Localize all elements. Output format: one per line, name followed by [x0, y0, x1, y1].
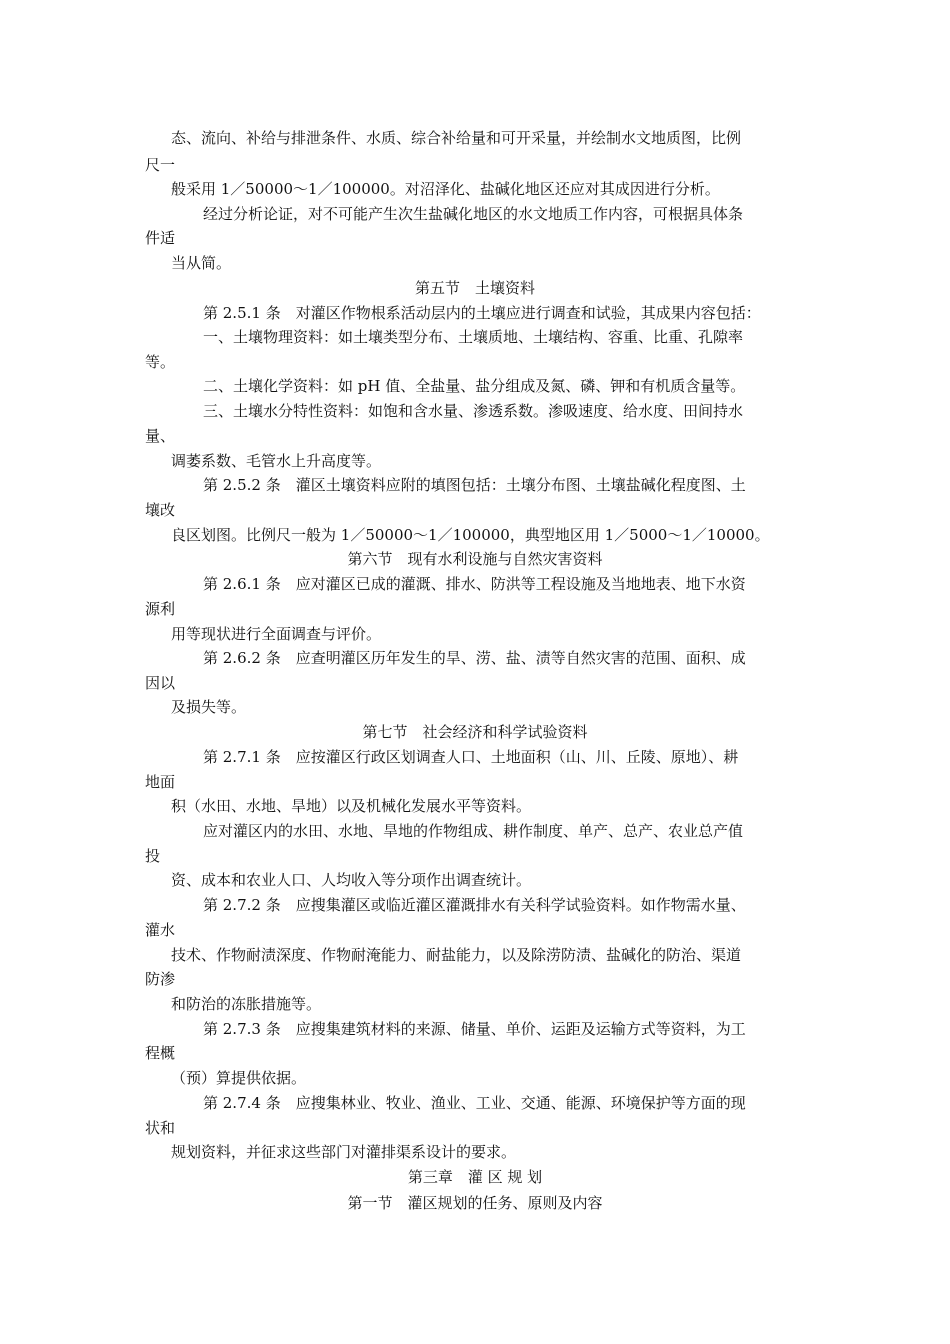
text-line: 地面	[145, 773, 176, 791]
text-line: 良区划图。比例尺一般为 1／50000～1／100000，典型地区用 1／5000～1／10000。	[171, 526, 770, 544]
text-line: 等。	[145, 353, 176, 371]
text-line: 三、土壤水分特性资料：如饱和含水量、渗透系数。渗吸速度、给水度、田间持水	[203, 402, 744, 420]
text-line: 二、土壤化学资料：如 pH 值、全盐量、盐分组成及氮、磷、钾和有机质含量等。	[203, 377, 746, 395]
section-heading: 第一节 灌区规划的任务、原则及内容	[347, 1194, 603, 1212]
section-heading: 第七节 社会经济和科学试验资料	[362, 723, 588, 741]
text-line: 尺一	[145, 156, 176, 174]
text-line: 壤改	[145, 501, 176, 519]
text-line: 第 2.5.2 条 灌区土壤资料应附的填图包括：土壤分布图、土壤盐碱化程度图、土	[203, 476, 746, 494]
text-line: 应对灌区内的水田、水地、旱地的作物组成、耕作制度、单产、总产、农业总产值	[203, 822, 744, 840]
text-line: 态、流向、补给与排泄条件、水质、综合补给量和可开采量，并绘制水文地质图，比例	[171, 129, 742, 147]
text-line: 程概	[145, 1044, 176, 1062]
text-line: 第 2.5.1 条 对灌区作物根系活动层内的土壤应进行调查和试验，其成果内容包括：	[203, 304, 761, 322]
section-heading: 第五节 土壤资料	[414, 279, 535, 297]
text-line: 第 2.7.4 条 应搜集林业、牧业、渔业、工业、交通、能源、环境保护等方面的现	[203, 1094, 746, 1112]
text-line: 件适	[145, 229, 176, 247]
text-line: 第 2.7.1 条 应按灌区行政区划调查人口、土地面积（山、川、丘陵、原地）、耕	[203, 748, 739, 766]
text-line: 第 2.6.1 条 应对灌区已成的灌溉、排水、防洪等工程设施及当地地表、地下水资	[203, 575, 746, 593]
text-line: 第 2.6.2 条 应查明灌区历年发生的旱、涝、盐、渍等自然灾害的范围、面积、成	[203, 649, 746, 667]
text-line: 当从简。	[171, 254, 232, 272]
text-line: 积（水田、水地、旱地）以及机械化发展水平等资料。	[171, 797, 532, 815]
chapter-heading: 第三章 灌 区 规 划	[407, 1168, 543, 1186]
text-line: 第 2.7.2 条 应搜集灌区或临近灌区灌溉排水有关科学试验资料。如作物需水量、	[203, 896, 746, 914]
text-line: 调萎系数、毛管水上升高度等。	[171, 452, 382, 470]
text-line: 用等现状进行全面调查与评价。	[171, 625, 382, 643]
text-line: 般采用 1／50000～1／100000。对沼泽化、盐碱化地区还应对其成因进行分析。	[171, 180, 720, 198]
text-line: 源利	[145, 600, 176, 618]
text-line: （预）算提供依据。	[171, 1069, 307, 1087]
text-line: 技术、作物耐渍深度、作物耐淹能力、耐盐能力，以及除涝防渍、盐碱化的防治、渠道	[171, 946, 742, 964]
text-line: 一、土壤物理资料：如土壤类型分布、土壤质地、土壤结构、容重、比重、孔隙率	[203, 328, 744, 346]
text-line: 灌水	[145, 921, 176, 939]
text-line: 状和	[145, 1119, 176, 1137]
text-line: 防渗	[145, 970, 176, 988]
text-line: 规划资料，并征求这些部门对灌排渠系设计的要求。	[171, 1143, 517, 1161]
text-line: 和防治的冻胀措施等。	[171, 995, 322, 1013]
text-line: 投	[145, 847, 161, 865]
text-line: 因以	[145, 674, 176, 692]
section-heading: 第六节 现有水利设施与自然灾害资料	[347, 550, 603, 568]
text-line: 及损失等。	[171, 698, 247, 716]
text-line: 第 2.7.3 条 应搜集建筑材料的来源、储量、单价、运距及运输方式等资料，为工	[203, 1020, 746, 1038]
text-line: 量、	[145, 427, 176, 445]
text-line: 资、成本和农业人口、人均收入等分项作出调查统计。	[171, 871, 532, 889]
text-line: 经过分析论证，对不可能产生次生盐碱化地区的水文地质工作内容，可根据具体条	[203, 205, 744, 223]
